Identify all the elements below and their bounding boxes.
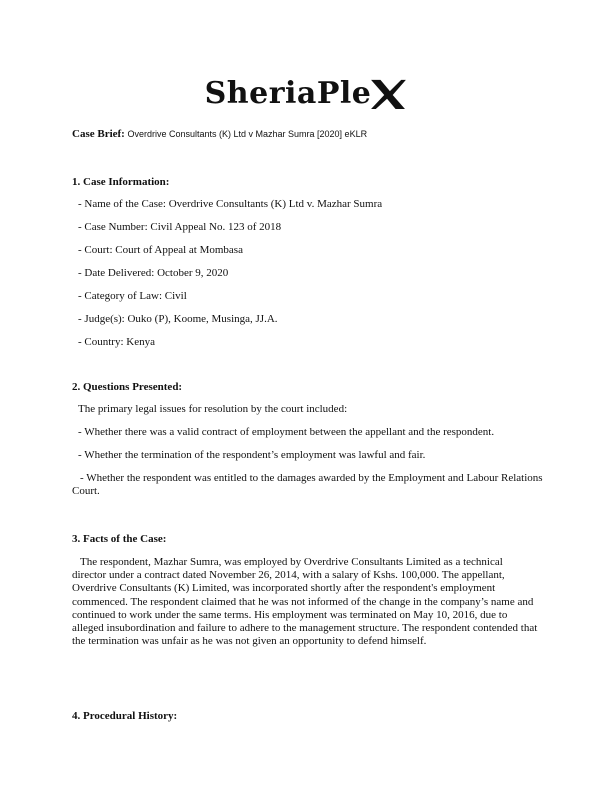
logo bbox=[0, 78, 612, 109]
logo-text: SheriaPle bbox=[204, 76, 372, 111]
case-info-item: - Judge(s): Ouko (P), Koome, Musinga, JJ.A. bbox=[78, 313, 278, 325]
question-item: - Whether there was a valid contract of employment between the appellant and the respondent. bbox=[78, 426, 495, 438]
case-info-item: - Court: Court of Appeal at Mombasa bbox=[78, 244, 243, 256]
question-item: - Whether the respondent was entitled to the damages awarded by the Employment and Labour Relations Court. bbox=[72, 472, 543, 498]
case-info-item: - Case Number: Civil Appeal No. 123 of 2018 bbox=[78, 221, 282, 233]
section-heading-questions-presented: 2. Questions Presented: bbox=[72, 381, 183, 393]
questions-intro: The primary legal issues for resolution by the court included: bbox=[78, 403, 348, 415]
case-brief-label: Case Brief: bbox=[72, 128, 125, 140]
facts-body: The respondent, Mazhar Sumra, was employed by Overdrive Consultants Limited as a technical director under a contract dated November 26, 2014, with a salary of Kshs. 100,000. The appellant, Overdrive Consultants (K) Limited, was incorporated shortly after the respondent's employment commenced. The respondent claimed that he was not informed of the change in the company’s name and continued to work under the same terms. His employment was terminated on May 10, 2016, due to alleged insubordination and failure to adhere to the management structure. The respondent contended that the termination was unfair as he was not given an opportunity to defend himself. bbox=[72, 556, 538, 648]
case-info-item: - Country: Kenya bbox=[78, 336, 155, 348]
x-logo-icon bbox=[369, 78, 407, 110]
section-heading-facts: 3. Facts of the Case: bbox=[72, 533, 167, 545]
section-heading-procedural-history: 4. Procedural History: bbox=[72, 710, 178, 722]
question-item: - Whether the termination of the respondent’s employment was lawful and fair. bbox=[78, 449, 426, 461]
case-brief-line bbox=[72, 128, 367, 140]
case-info-item: - Date Delivered: October 9, 2020 bbox=[78, 267, 229, 279]
case-info-item: - Category of Law: Civil bbox=[78, 290, 187, 302]
case-info-item: - Name of the Case: Overdrive Consultants (K) Ltd v. Mazhar Sumra bbox=[78, 198, 383, 210]
section-heading-case-information: 1. Case Information: bbox=[72, 176, 170, 188]
case-brief-title: Overdrive Consultants (K) Ltd v Mazhar Sumra [2020] eKLR bbox=[127, 129, 368, 139]
